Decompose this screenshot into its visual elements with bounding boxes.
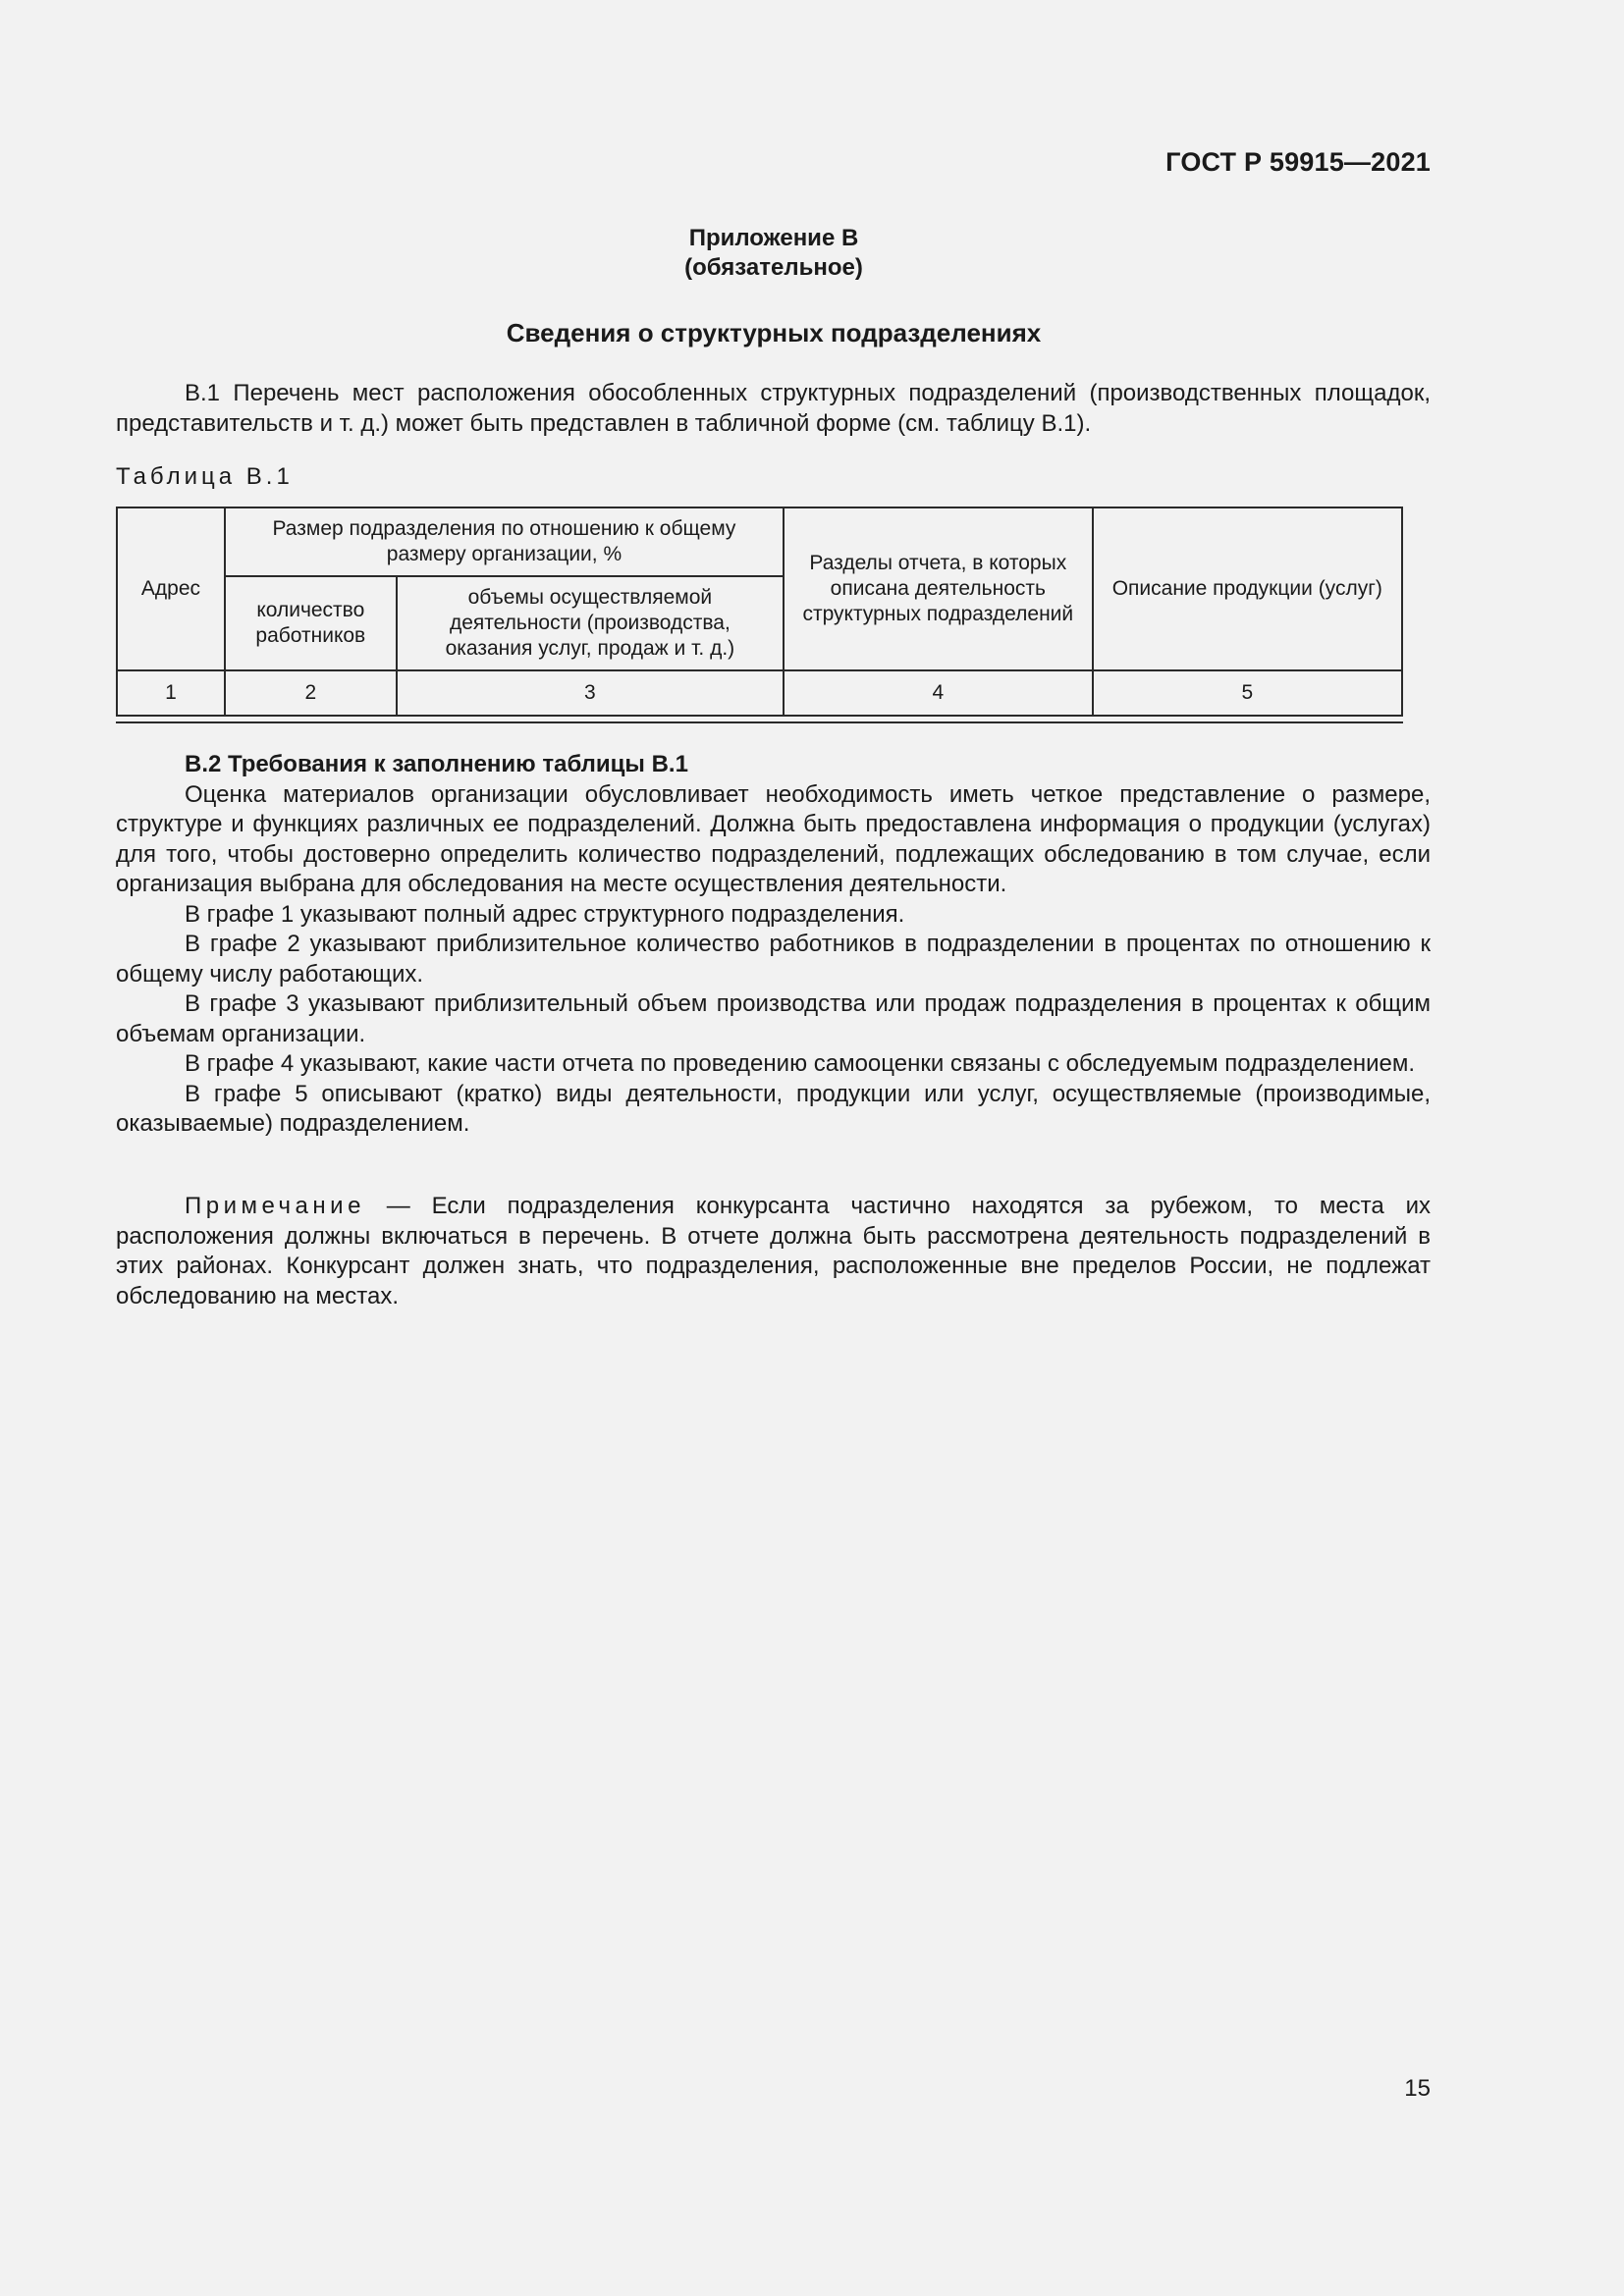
- header-employees: количество работников: [225, 576, 397, 670]
- column-number-2: 2: [225, 670, 397, 716]
- header-address: Адрес: [117, 507, 225, 670]
- appendix-subtitle: (обязательное): [684, 254, 863, 281]
- requirements-section: [116, 750, 1431, 1140]
- note-section: [116, 1192, 1431, 1311]
- requirements-title: В.2 Требования к заполнению таблицы В.1: [185, 751, 688, 777]
- requirements-paragraph: В графе 3 указывают приблизительный объем производства или продаж подразделения в процентах к общим объемам организации.: [116, 990, 1431, 1047]
- table-number-row: [117, 670, 1402, 716]
- requirements-paragraph: В графе 1 указывают полный адрес структурного подразделения.: [185, 900, 905, 928]
- appendix-title: Приложение В: [688, 225, 859, 251]
- column-number-3: 3: [397, 670, 784, 716]
- header-report-sections: Разделы отчета, в которых описана деятельность структурных подразделений: [784, 507, 1093, 670]
- document-code: ГОСТ Р 59915—2021: [1165, 147, 1431, 177]
- table-bottom-rule: [116, 721, 1403, 723]
- intro-paragraph: [116, 379, 1431, 439]
- table-caption: Таблица В.1: [116, 463, 294, 490]
- header-size-group: Размер подразделения по отношению к общему размеру организации, %: [225, 507, 784, 576]
- note-label: Примечание: [185, 1193, 365, 1219]
- note-text: — Если подразделения конкурсанта частично находятся за рубежом, то места их расположения должны включаться в перечень. В отчете должна быть рассмотрена деятельность подразделений в этих районах. Конкурсант должен знать, что подразделения, расположенные вне пределов России, не подлежат обследованию на местах.: [116, 1193, 1431, 1309]
- note-paragraph: [116, 1192, 1431, 1311]
- header-products: Описание продукции (услуг): [1093, 507, 1402, 670]
- requirements-paragraph: В графе 5 описывают (кратко) виды деятельности, продукции или услуг, осуществляемые (производимые, оказываемые) подразделением.: [116, 1080, 1431, 1137]
- requirements-paragraph: В графе 2 указывают приблизительное количество работников в подразделении в процентах по отношению к общему числу работающих.: [116, 931, 1431, 988]
- column-number-4: 4: [784, 670, 1093, 716]
- table-header-row-1: [117, 507, 1402, 576]
- appendix-heading: [0, 224, 1547, 283]
- departments-table: [116, 507, 1403, 717]
- header-volume: объемы осуществляемой деятельности (производства, оказания услуг, продаж и т. д.): [397, 576, 784, 670]
- page-number: 15: [1404, 2075, 1431, 2102]
- column-number-5: 5: [1093, 670, 1402, 716]
- requirements-paragraph: Оценка материалов организации обусловливает необходимость иметь четкое представление о размере, структуре и функциях различных ее подразделений. Должна быть предоставлена информация о продукции (услугах) для того, чтобы достоверно определить количество подразделений, подлежащих обследованию в том случае, если организация выбрана для обследования на месте осуществления деятельности.: [116, 780, 1431, 897]
- requirements-paragraph: В графе 4 указывают, какие части отчета по проведению самооценки связаны с обследуемым подразделением.: [185, 1050, 1416, 1077]
- intro-text: В.1 Перечень мест расположения обособленных структурных подразделений (производственных площадок, представительств и т. д.) может быть представлен в табличной форме (см. таблицу В.1).: [116, 380, 1431, 437]
- column-number-1: 1: [117, 670, 225, 716]
- section-title: Сведения о структурных подразделениях: [506, 318, 1042, 347]
